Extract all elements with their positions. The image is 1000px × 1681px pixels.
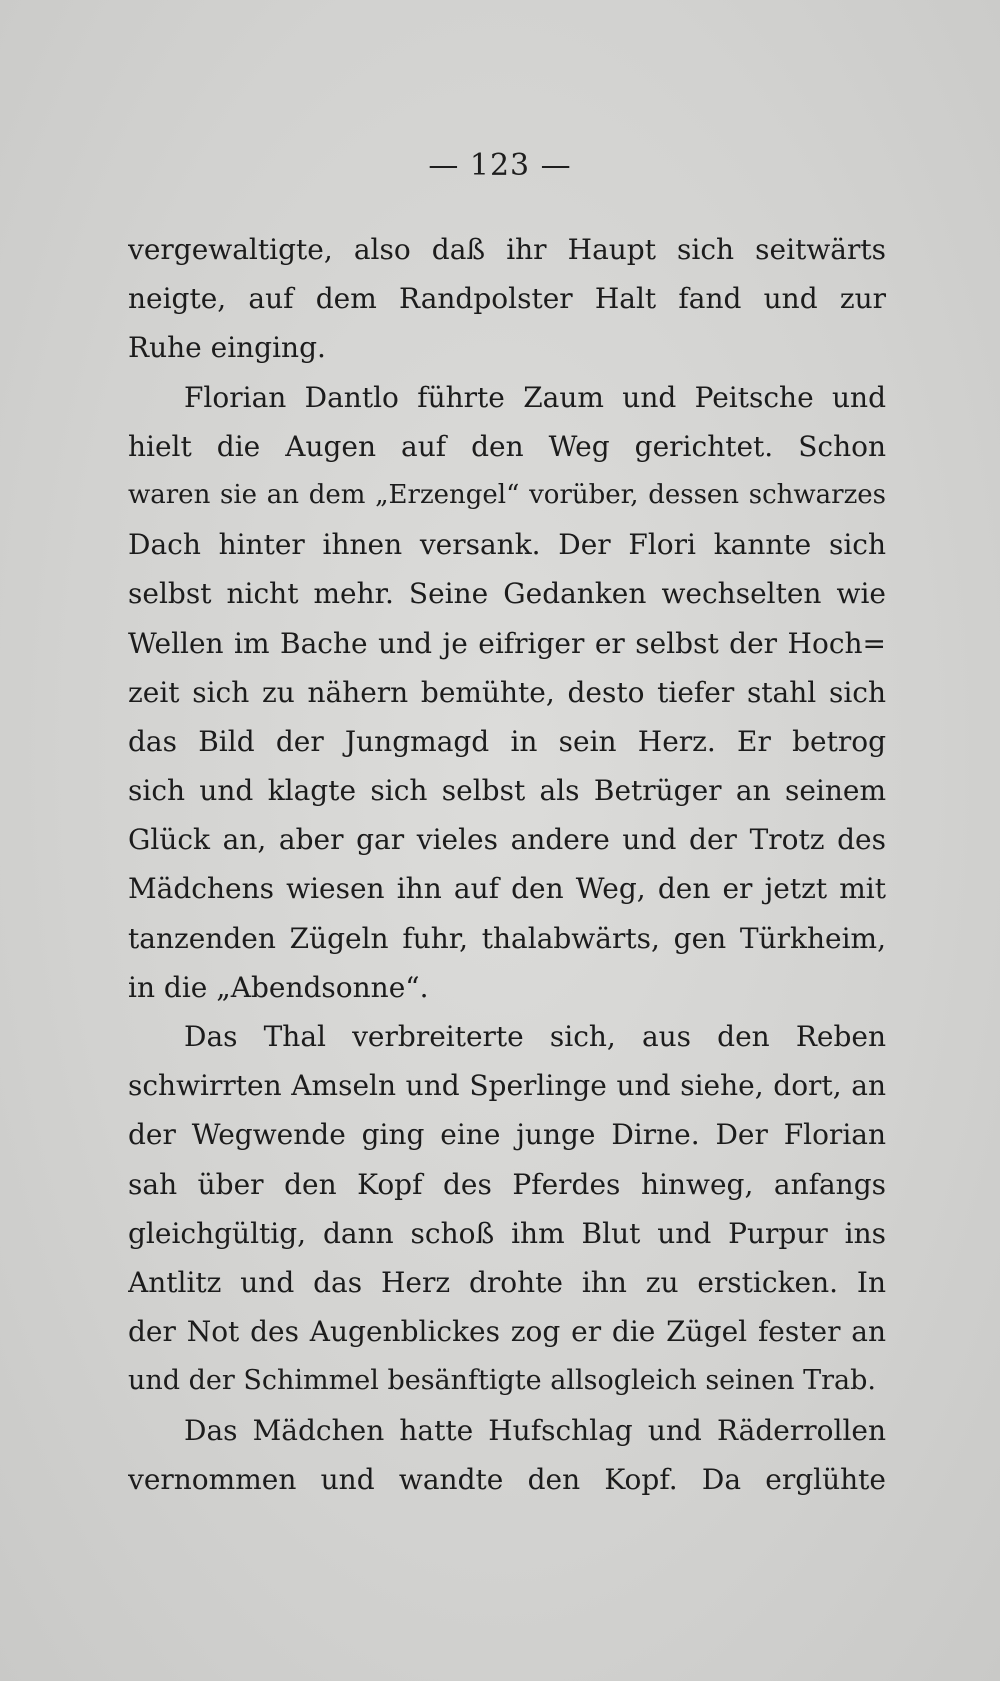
text-line: selbst nicht mehr. Seine Gedanken wechselten wie [128,577,886,611]
text-line: Glück an, aber gar vieles andere und der Trotz des [128,823,886,857]
text-line: Das Mädchen hatte Hufschlag und Räderrollen [184,1413,886,1447]
text-line: schwirrten Amseln und Sperlinge und siehe, dort, an [128,1069,886,1103]
text-line: Mädchens wiesen ihn auf den Weg, den er jetzt mit [128,872,886,906]
page-number: — 123 — [428,148,572,183]
text-line: gleichgültig, dann schoß ihm Blut und Purpur ins [128,1216,886,1250]
text-line: Wellen im Bache und je eifriger er selbst der Hoch= [128,626,886,660]
text-line: der Not des Augenblickes zog er die Zügel fester an [128,1315,886,1349]
text-line: vergewaltigte, also daß ihr Haupt sich seitwärts [128,233,886,266]
text-line: zeit sich zu nähern bemühte, desto tiefer stahl sich [128,675,886,709]
text-line: sah über den Kopf des Pferdes hinweg, anfangs [128,1167,886,1201]
text-line: sich und klagte sich selbst als Betrüger an seinem [128,774,886,808]
body-text [128,225,886,1504]
text-line: Dach hinter ihnen versank. Der Flori kannte sich [128,528,886,562]
text-line: der Wegwende ging eine junge Dirne. Der Florian [128,1118,886,1152]
text-line: und der Schimmel besänftigte allsogleich seinen Trab. [128,1365,877,1397]
text-line: in die „Abendsonne“. [128,970,429,1004]
text-line: tanzenden Zügeln fuhr, thalabwärts, gen Türkheim, [128,921,886,955]
text-line: das Bild der Jungmagd in sein Herz. Er betrog [128,724,886,758]
text-line: Ruhe einging. [128,331,326,365]
text-line: neigte, auf dem Randpolster Halt fand und zur [128,282,886,316]
text-line: hielt die Augen auf den Weg gerichtet. Schon [128,429,886,463]
text-line: waren sie an dem „Erzengel“ vorüber, dessen schwarzes [128,479,886,510]
text-line: vernommen und wandte den Kopf. Da erglühte [128,1462,886,1496]
text-line: Antlitz und das Herz drohte ihn zu ersticken. In [128,1265,886,1299]
text-line: Das Thal verbreiterte sich, aus den Reben [184,1020,886,1053]
text-line: Florian Dantlo führte Zaum und Peitsche und [184,380,886,414]
